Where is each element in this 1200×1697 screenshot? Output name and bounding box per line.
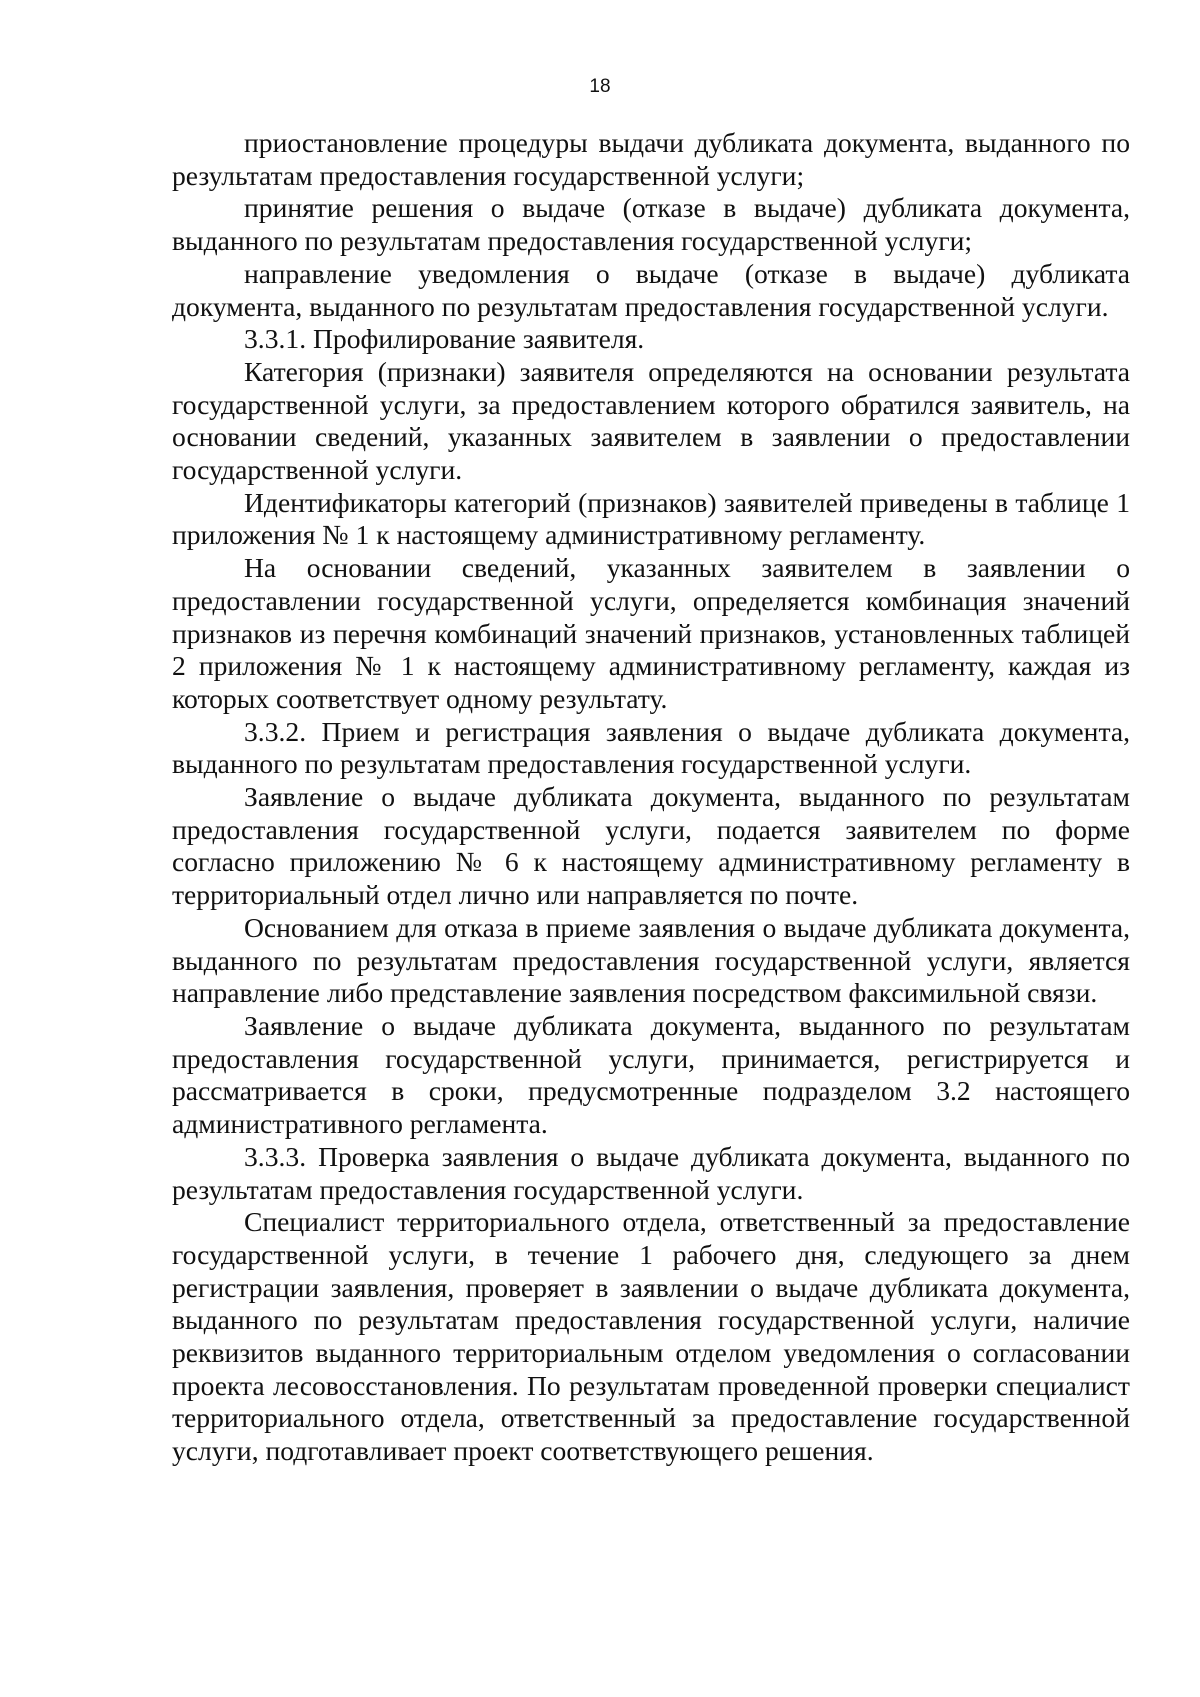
page-number: 18 <box>589 76 611 97</box>
paragraph: принятие решения о выдаче (отказе в выдаче) дубликата документа, выданного по результатам предоставления государственной услуги; <box>172 192 1130 257</box>
paragraph: Заявление о выдаче дубликата документа, выданного по результатам предоставления государственной услуги, принимается, регистрируется и рассматривается в сроки, предусмотренные подразделом 3.2 настоящего административного регламента. <box>172 1009 1130 1140</box>
section-heading: 3.3.2. Прием и регистрация заявления о выдаче дубликата документа, выданного по результатам предоставления государственной услуги. <box>172 715 1130 780</box>
section-heading: 3.3.1. Профилирование заявителя. <box>244 323 645 355</box>
document-body <box>172 127 1130 1468</box>
paragraph: Основанием для отказа в приеме заявления о выдаче дубликата документа, выданного по результатам предоставления государственной услуги, является направление либо представление заявления посредством факсимильной связи. <box>172 911 1130 1009</box>
paragraph: Идентификаторы категорий (признаков) заявителей приведены в таблице 1 приложения № 1 к настоящему административному регламенту. <box>172 486 1130 551</box>
paragraph: Заявление о выдаче дубликата документа, выданного по результатам предоставления государственной услуги, подается заявителем по форме согласно приложению № 6 к настоящему административному регламенту в территориальный отдел лично или направляется по почте. <box>172 781 1130 911</box>
section-heading: 3.3.3. Проверка заявления о выдаче дубликата документа, выданного по результатам предоставления государственной услуги. <box>172 1140 1130 1205</box>
paragraph: На основании сведений, указанных заявителем в заявлении о предоставлении государственной услуги, определяется комбинация значений признаков из перечня комбинаций значений признаков, установленных таблицей 2 приложения № 1 к настоящему административному регламенту, каждая из которых соответствует одному результату. <box>172 552 1130 714</box>
paragraph: Специалист территориального отдела, ответственный за предоставление государственной услуги, в течение 1 рабочего дня, следующего за днем регистрации заявления, проверяет в заявлении о выдаче дубликата документа, выданного по результатам предоставления государственной услуги, наличие реквизитов выданного территориальным отделом уведомления о согласовании проекта лесовосстановления. По результатам проведенной проверки специалист территориального отдела, ответственный за предоставление государственной услуги, подготавливает проект соответствующего решения. <box>172 1206 1130 1467</box>
paragraph: направление уведомления о выдаче (отказе в выдаче) дубликата документа, выданного по результатам предоставления государственной услуги. <box>172 257 1130 322</box>
paragraph: приостановление процедуры выдачи дубликата документа, выданного по результатам предоставления государственной услуги; <box>172 127 1130 191</box>
paragraph: Категория (признаки) заявителя определяются на основании результата государственной услуги, за предоставлением которого обратился заявитель, на основании сведений, указанных заявителем в заявлении о предоставлении государственной услуги. <box>172 355 1130 486</box>
